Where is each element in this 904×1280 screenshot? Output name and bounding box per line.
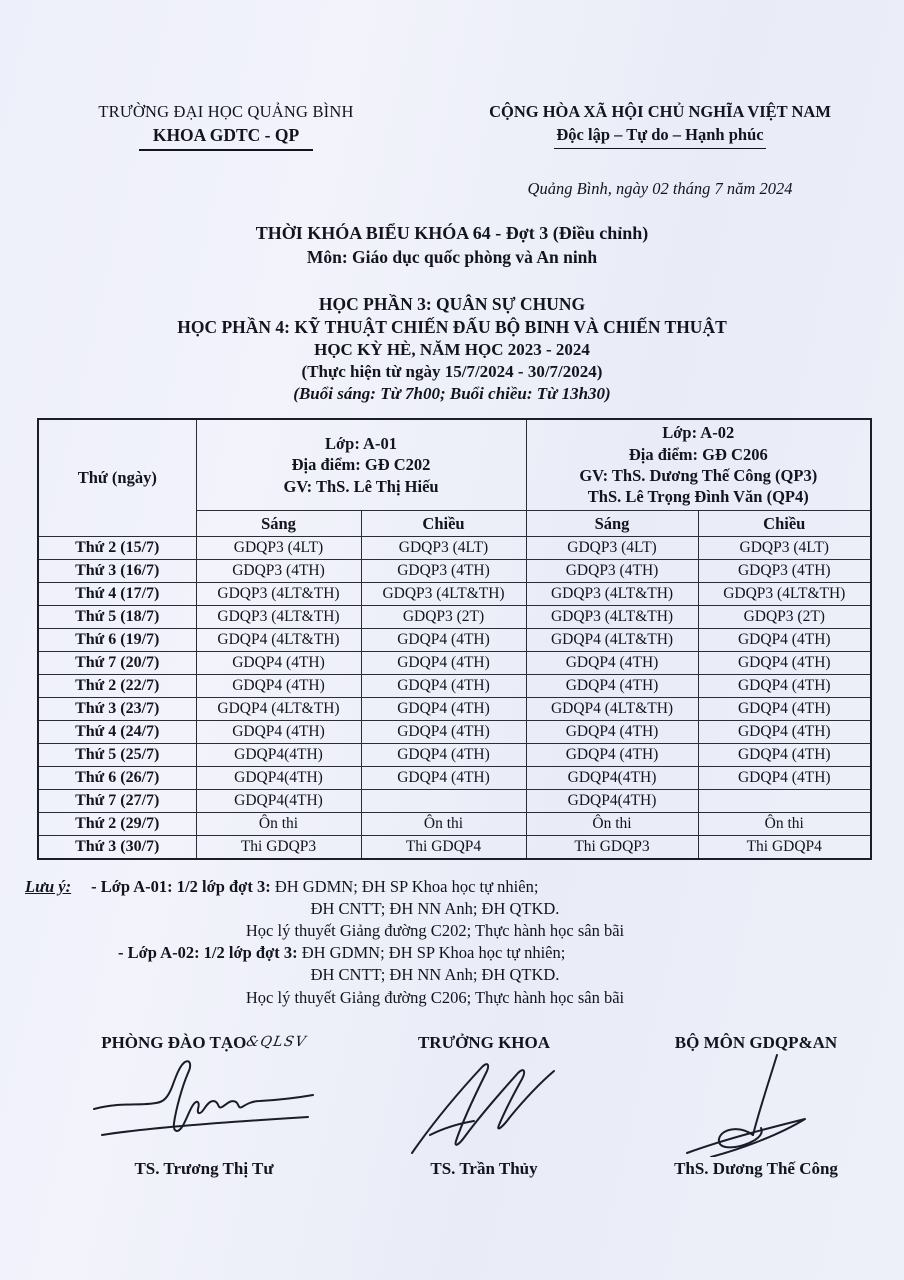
dean-title: TRƯỞNG KHOA (417, 1032, 551, 1052)
training-office-title (101, 1033, 307, 1053)
module4-title: HỌC PHẦN 4: KỸ THUẬT CHIẾN ĐẤU BỘ BINH VÀ CHIẾN THUẬT (177, 317, 727, 337)
a02-class-line: Lớp: A-02 (662, 423, 735, 443)
schedule-cell: Ôn thi (196, 813, 361, 836)
note-a02-bold: - Lớp A-02: 1/2 lớp đợt 3: (118, 943, 298, 963)
note-a01-bold: - Lớp A-01: 1/2 lớp đợt 3: (91, 877, 271, 896)
schedule-cell: GDQP3 (4TH) (196, 560, 361, 583)
table-row (38, 767, 871, 790)
department-title: BỘ MÔN GDQP&AN (674, 1032, 838, 1052)
document-header (0, 0, 904, 151)
handwritten-annotation: &QLSV (245, 1033, 309, 1050)
a02-teacher1-line: GV: ThS. Dương Thế Công (QP3) (579, 466, 818, 485)
day-cell: Thứ 2 (29/7) (38, 813, 196, 836)
note-line-2: ĐH CNTT; ĐH NN Anh; ĐH QTKD. (310, 899, 560, 919)
training-office-title-text: PHÒNG ĐÀO TẠO (101, 1032, 247, 1052)
schedule-cell: GDQP4(4TH) (196, 744, 361, 767)
schedule-cell: GDQP3 (4LT) (196, 537, 361, 560)
schedule-cell: GDQP4(4TH) (526, 767, 698, 790)
timetable (37, 418, 872, 860)
schedule-cell: GDQP4 (4LT&TH) (526, 629, 698, 652)
issuing-unit-block (0, 102, 452, 151)
table-row (38, 629, 871, 652)
national-motto-block (452, 102, 904, 151)
schedule-cell: Thi GDQP3 (196, 836, 361, 860)
schedule-cell: GDQP4 (4TH) (196, 721, 361, 744)
schedule-cell: GDQP4 (4TH) (698, 629, 871, 652)
schedule-cell: GDQP4 (4TH) (526, 744, 698, 767)
a02-morning-header: Sáng (526, 511, 698, 537)
signature-block-department (618, 1033, 868, 1179)
table-row (38, 836, 871, 860)
signature-block-training-office (58, 1033, 350, 1179)
schedule-cell: GDQP3 (4LT) (698, 537, 871, 560)
table-row (38, 790, 871, 813)
a02-afternoon-header: Chiều (698, 511, 871, 537)
motto-line: Độc lập – Tự do – Hạnh phúc (554, 125, 765, 149)
a01-class-line: Lớp: A-01 (325, 433, 397, 453)
schedule-cell: Ôn thi (361, 813, 526, 836)
schedule-cell (698, 790, 871, 813)
schedule-cell: GDQP3 (4TH) (698, 560, 871, 583)
day-cell: Thứ 5 (18/7) (38, 606, 196, 629)
schedule-cell: GDQP4 (4TH) (698, 721, 871, 744)
semester-line: HỌC KỲ HÈ, NĂM HỌC 2023 - 2024 (314, 340, 590, 359)
schedule-cell: GDQP4 (4LT&TH) (526, 698, 698, 721)
table-row (38, 721, 871, 744)
schedule-cell: GDQP4(4TH) (196, 790, 361, 813)
note-a01-rest: ĐH GDMN; ĐH SP Khoa học tự nhiên; (270, 877, 539, 896)
schedule-cell: Ôn thi (526, 813, 698, 836)
notes-section (0, 876, 904, 1009)
schedule-cell: GDQP3 (4LT) (526, 537, 698, 560)
date-range-line: (Thực hiện từ ngày 15/7/2024 - 30/7/2024) (301, 362, 603, 381)
schedule-title: THỜI KHÓA BIỂU KHÓA 64 - Đợt 3 (Điều chỉnh) (255, 223, 649, 243)
class-a02-header (526, 419, 871, 511)
signature-block-dean (350, 1033, 618, 1179)
schedule-cell: GDQP4 (4TH) (361, 767, 526, 790)
place-date-line: Quảng Bình, ngày 02 tháng 7 năm 2024 (527, 179, 793, 198)
signature-tran-thuy (404, 1053, 564, 1157)
table-row (38, 606, 871, 629)
day-cell: Thứ 2 (22/7) (38, 675, 196, 698)
university-name: TRƯỜNG ĐẠI HỌC QUẢNG BÌNH (98, 102, 354, 121)
schedule-cell: GDQP4 (4TH) (526, 675, 698, 698)
a01-location-line: Địa điểm: GĐ C202 (291, 455, 431, 475)
schedule-cell: GDQP4 (4TH) (526, 721, 698, 744)
schedule-cell: GDQP3 (4LT&TH) (361, 583, 526, 606)
schedule-cell: Ôn thi (698, 813, 871, 836)
a02-teacher2-line: ThS. Lê Trọng Đình Văn (QP4) (587, 487, 809, 507)
schedule-cell: GDQP3 (4LT&TH) (196, 606, 361, 629)
day-cell: Thứ 5 (25/7) (38, 744, 196, 767)
note-line-4 (0, 942, 904, 964)
schedule-cell: GDQP4 (4TH) (361, 675, 526, 698)
a01-afternoon-header: Chiều (361, 511, 526, 537)
a02-location-line: Địa điểm: GĐ C206 (628, 444, 768, 464)
schedule-cell (361, 790, 526, 813)
day-cell: Thứ 3 (16/7) (38, 560, 196, 583)
schedule-cell: GDQP3 (4LT&TH) (526, 583, 698, 606)
schedule-cell: GDQP4 (4TH) (526, 652, 698, 675)
signature-truong-thi-tu (92, 1053, 316, 1157)
schedule-cell: Thi GDQP4 (361, 836, 526, 860)
schedule-cell: GDQP3 (4LT&TH) (698, 583, 871, 606)
department-signer-name: ThS. Dương Thế Công (674, 1158, 838, 1178)
signature-section (0, 1033, 904, 1179)
day-cell: Thứ 6 (19/7) (38, 629, 196, 652)
table-row (38, 744, 871, 767)
schedule-cell: GDQP4(4TH) (196, 767, 361, 790)
signature-duong-the-cong (681, 1053, 831, 1157)
table-row (38, 698, 871, 721)
schedule-cell: GDQP4 (4TH) (361, 652, 526, 675)
note-line-6: Học lý thuyết Giảng đường C206; Thực hành học sân bãi (245, 987, 625, 1007)
module3-title: HỌC PHẦN 3: QUÂN SỰ CHUNG (318, 294, 586, 314)
schedule-cell: Thi GDQP3 (526, 836, 698, 860)
day-cell: Thứ 2 (15/7) (38, 537, 196, 560)
day-cell: Thứ 4 (17/7) (38, 583, 196, 606)
schedule-cell: GDQP3 (4LT&TH) (196, 583, 361, 606)
dean-signer-name: TS. Trần Thủy (430, 1158, 538, 1178)
schedule-cell: GDQP4(4TH) (526, 790, 698, 813)
schedule-cell: GDQP4 (4TH) (361, 721, 526, 744)
country-title: CỘNG HÒA XÃ HỘI CHỦ NGHĨA VIỆT NAM (489, 102, 831, 121)
note-label: Lưu ý: (25, 877, 72, 896)
schedule-cell: GDQP3 (4LT) (361, 537, 526, 560)
day-cell: Thứ 7 (27/7) (38, 790, 196, 813)
schedule-cell: GDQP4 (4TH) (698, 744, 871, 767)
note-a02-rest: ĐH GDMN; ĐH SP Khoa học tự nhiên; (297, 943, 566, 963)
note-line-1 (0, 876, 904, 898)
schedule-cell: GDQP4 (4LT&TH) (196, 629, 361, 652)
schedule-cell: GDQP4 (4LT&TH) (196, 698, 361, 721)
schedule-cell: GDQP4 (4TH) (698, 652, 871, 675)
schedule-cell: GDQP4 (4TH) (361, 698, 526, 721)
schedule-cell: GDQP4 (4TH) (698, 675, 871, 698)
schedule-cell: GDQP3 (2T) (698, 606, 871, 629)
day-cell: Thứ 3 (30/7) (38, 836, 196, 860)
table-row (38, 813, 871, 836)
schedule-cell: GDQP4 (4TH) (698, 767, 871, 790)
table-row (38, 652, 871, 675)
day-cell: Thứ 7 (20/7) (38, 652, 196, 675)
schedule-cell: GDQP4 (4TH) (196, 675, 361, 698)
note-line-3: Học lý thuyết Giảng đường C202; Thực hành học sân bãi (245, 921, 625, 941)
table-row (38, 675, 871, 698)
schedule-cell: GDQP3 (4LT&TH) (526, 606, 698, 629)
title-block (0, 223, 904, 404)
day-cell: Thứ 4 (24/7) (38, 721, 196, 744)
class-a01-header (196, 419, 526, 511)
a01-morning-header: Sáng (196, 511, 361, 537)
table-row (38, 560, 871, 583)
schedule-cell: GDQP3 (4TH) (526, 560, 698, 583)
day-column-header: Thứ (ngày) (38, 419, 196, 537)
day-cell: Thứ 3 (23/7) (38, 698, 196, 721)
table-row (38, 537, 871, 560)
schedule-cell: GDQP4 (4TH) (698, 698, 871, 721)
schedule-cell: GDQP4 (4TH) (361, 629, 526, 652)
session-times-line: (Buổi sáng: Từ 7h00; Buổi chiều: Từ 13h30) (293, 384, 611, 403)
a01-teacher-line: GV: ThS. Lê Thị Hiếu (283, 476, 439, 496)
training-office-signer-name: TS. Trương Thị Tư (134, 1158, 274, 1178)
schedule-cell: GDQP4 (4TH) (361, 744, 526, 767)
schedule-cell: GDQP3 (4TH) (361, 560, 526, 583)
day-cell: Thứ 6 (26/7) (38, 767, 196, 790)
table-row (38, 583, 871, 606)
faculty-name: KHOA GDTC - QP (139, 125, 313, 151)
schedule-cell: Thi GDQP4 (698, 836, 871, 860)
schedule-cell: GDQP4 (4TH) (196, 652, 361, 675)
subject-line: Môn: Giáo dục quốc phòng và An ninh (306, 247, 598, 267)
note-line-5: ĐH CNTT; ĐH NN Anh; ĐH QTKD. (310, 965, 560, 985)
schedule-cell: GDQP3 (2T) (361, 606, 526, 629)
